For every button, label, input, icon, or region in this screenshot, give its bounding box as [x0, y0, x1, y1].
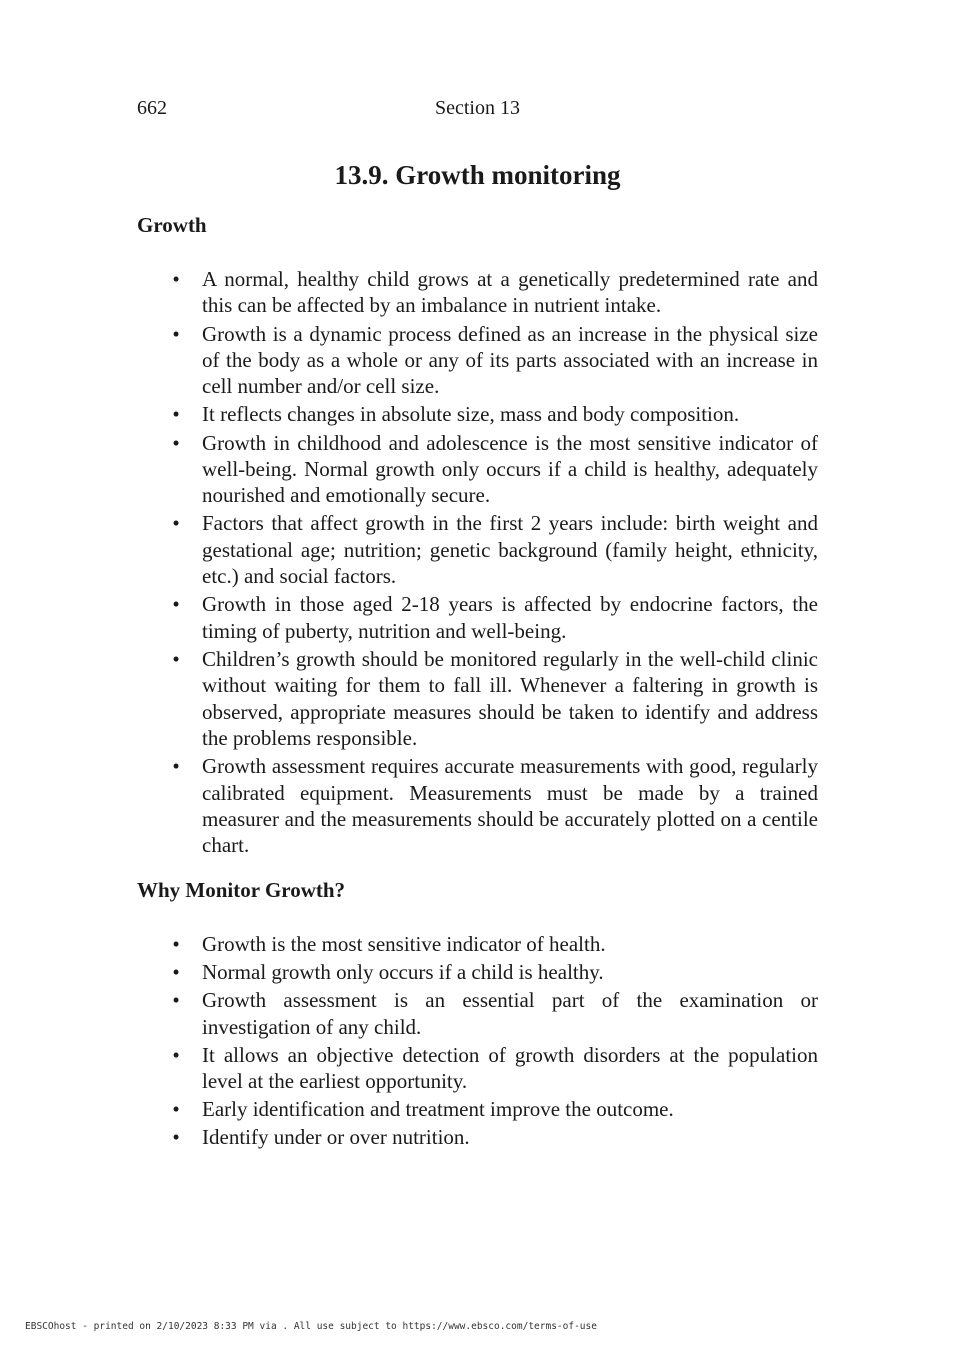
list-item-text: Growth assessment is an essential part of the examination or investigation of any child.: [202, 988, 818, 1039]
growth-bullet-list: [170, 266, 818, 860]
page-number: 662: [137, 97, 167, 119]
list-item-text: Factors that affect growth in the first 2 years include: birth weight and gestational age; nutrition; genetic background (family height, ethnicity, etc.) and social factors.: [202, 511, 818, 589]
section-heading-growth: Growth: [137, 213, 207, 237]
list-item-text: Identify under or over nutrition.: [202, 1125, 470, 1150]
list-item-text: It reflects changes in absolute size, mass and body composition.: [202, 402, 740, 427]
running-header: Section 13: [435, 97, 520, 119]
list-item: [170, 401, 818, 427]
bullet-icon: •: [172, 511, 180, 536]
list-item: [170, 430, 818, 509]
list-item: [170, 321, 818, 400]
list-item-text: It allows an objective detection of growth disorders at the population level at the earliest opportunity.: [202, 1042, 818, 1094]
list-item-text: Normal growth only occurs if a child is healthy.: [202, 960, 604, 985]
print-footer: EBSCOhost - printed on 2/10/2023 8:33 PM via . All use subject to https://www.ebsco.com/terms-of-use: [25, 1321, 597, 1332]
bullet-icon: •: [172, 960, 180, 985]
bullet-icon: •: [172, 1097, 180, 1122]
bullet-icon: •: [172, 321, 180, 346]
list-item: [170, 266, 818, 319]
list-item: [170, 987, 818, 1040]
list-item: [170, 591, 818, 644]
list-item-text: Growth is the most sensitive indicator of health.: [202, 932, 606, 956]
list-item-text: Growth is a dynamic process defined as an increase in the physical size of the body as a whole or any of its parts associated with an increase in cell number and/or cell size.: [202, 321, 818, 399]
bullet-icon: •: [172, 754, 180, 779]
list-item: [170, 1042, 818, 1095]
list-item-text: Growth in childhood and adolescence is the most sensitive indicator of well-being. Normal growth only occurs if a child is healthy, adequately nourished and emotionally secure.: [202, 430, 818, 508]
bullet-icon: •: [172, 592, 180, 617]
page-title: 13.9. Growth monitoring: [334, 160, 621, 190]
bullet-icon: •: [172, 267, 180, 291]
list-item-text: Early identification and treatment improve the outcome.: [202, 1097, 674, 1122]
list-item: [170, 510, 818, 589]
list-item-text: Children’s growth should be monitored regularly in the well-child clinic without waiting for them to fall ill. Whenever a faltering in growth is observed, appropriate measures should be taken to identify and address the problems responsible.: [202, 646, 818, 751]
list-item-text: Growth in those aged 2-18 years is affected by endocrine factors, the timing of puberty, nutrition and well-being.: [202, 592, 818, 643]
bullet-icon: •: [172, 988, 180, 1013]
list-item: [170, 959, 818, 985]
bullet-icon: •: [172, 1125, 180, 1150]
list-item-text: Growth assessment requires accurate measurements with good, regularly calibrated equipment. Measurements must be made by a trained measurer and the measurements should be accurately plotted on a centile chart.: [202, 754, 818, 858]
list-item: [170, 1096, 818, 1122]
bullet-icon: •: [172, 1042, 180, 1067]
bullet-icon: •: [172, 646, 180, 671]
bullet-icon: •: [172, 430, 180, 455]
list-item: [170, 931, 818, 957]
list-item: [170, 1124, 818, 1150]
list-item: [170, 646, 818, 752]
list-item: [170, 753, 818, 859]
section-heading-why-monitor: Why Monitor Growth?: [137, 878, 346, 902]
why-monitor-bullet-list: [170, 931, 818, 1152]
list-item-text: A normal, healthy child grows at a genetically predetermined rate and this can be affected by an imbalance in nutrient intake.: [202, 267, 818, 318]
bullet-icon: •: [172, 932, 180, 956]
bullet-icon: •: [172, 402, 180, 427]
